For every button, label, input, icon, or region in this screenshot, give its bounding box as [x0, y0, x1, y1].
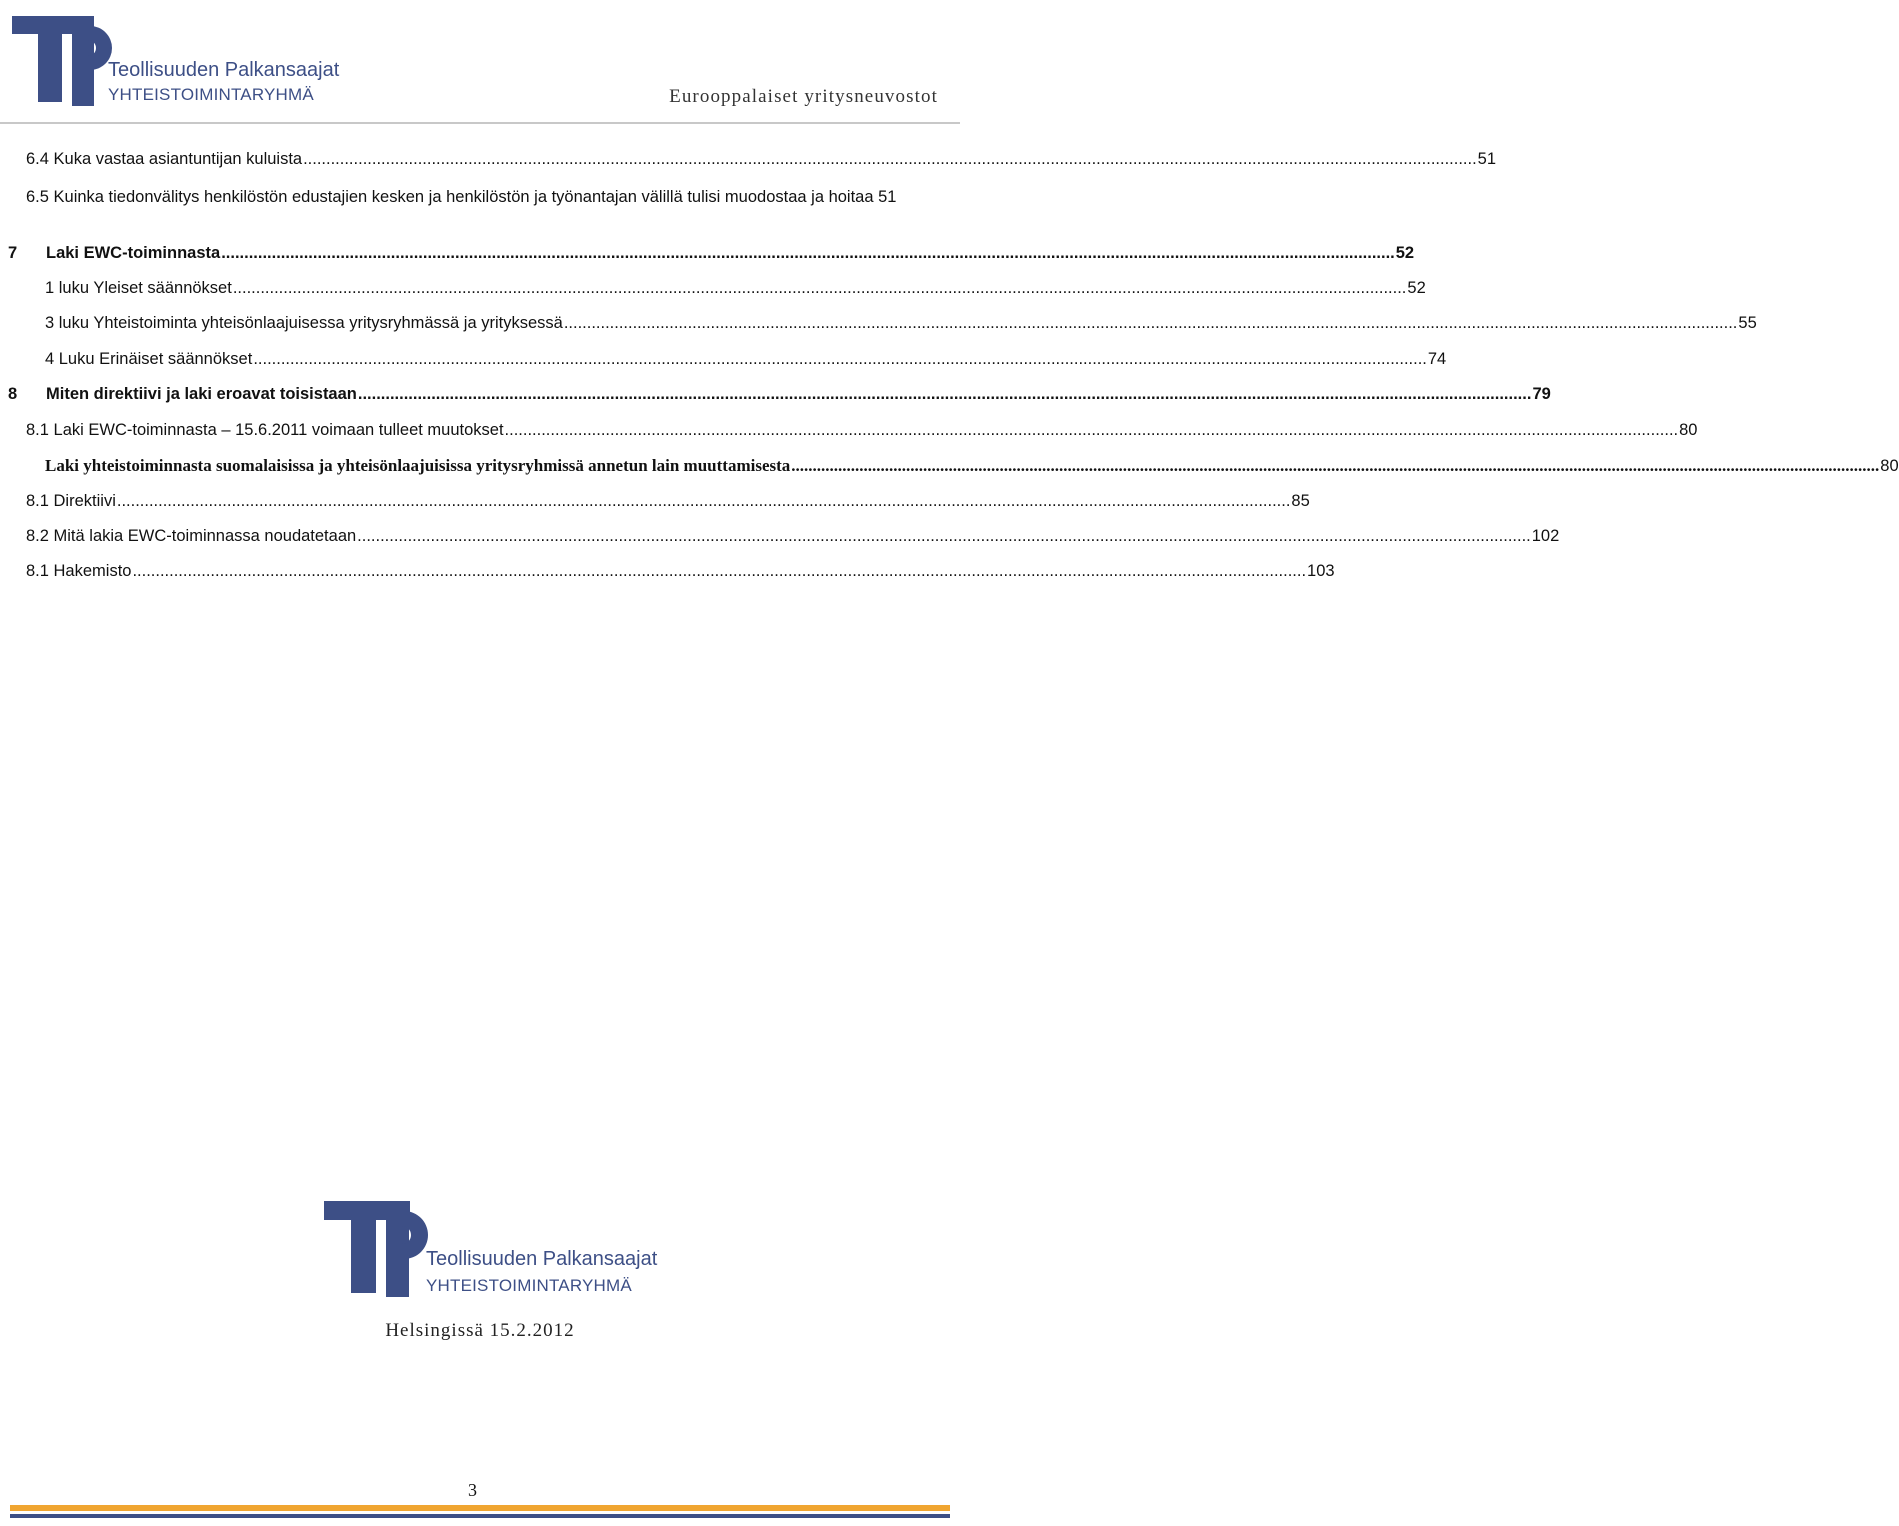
- toc-leader: [303, 150, 1477, 169]
- toc-entry[interactable]: [26, 421, 1698, 447]
- svg-text:Teollisuuden Palkansaajat: Teollisuuden Palkansaajat: [108, 59, 340, 81]
- toc-entry-number: 8: [8, 385, 18, 403]
- footer-orange-bar: [10, 1505, 950, 1511]
- toc-entry-page: 52: [1395, 244, 1415, 262]
- toc-entry-page: 102: [1531, 527, 1560, 545]
- header-title: Eurooppalaiset yritysneuvostot: [669, 86, 938, 107]
- toc-entry-page: 80: [1880, 457, 1899, 475]
- toc-entry-page: 55: [1738, 314, 1757, 332]
- toc-entry-title: 4 Luku Erinäiset säännökset: [45, 350, 253, 368]
- toc-entry-page: 51: [1477, 150, 1497, 168]
- toc-entry-number: 7: [8, 244, 18, 262]
- toc-leader: [358, 385, 1532, 404]
- svg-text:Teollisuuden Palkansaajat: Teollisuuden Palkansaajat: [426, 1248, 658, 1270]
- toc-entry-page: 103: [1307, 562, 1335, 580]
- toc-leader: [221, 244, 1395, 263]
- toc-entry-title: 1 luku Yleiset säännökset: [45, 279, 232, 297]
- toc-entry[interactable]: [45, 314, 1757, 340]
- toc-entry-title: 6.4 Kuka vastaa asiantuntijan kuluista: [26, 150, 303, 168]
- toc-entry-title: 8.2 Mitä lakia EWC-toiminnassa noudatetaan: [26, 527, 357, 545]
- toc-leader: [791, 456, 1879, 476]
- toc-leader: [132, 562, 1306, 581]
- toc-entry-title: Laki yhteistoiminnasta suomalaisissa ja yhteisönlaajuisissa yritysryhmissä annetun lain muuttamisesta: [45, 456, 791, 475]
- toc-entry[interactable]: [8, 385, 1551, 411]
- toc-entry-page: 52: [1407, 279, 1426, 297]
- toc-entry-title: Miten direktiivi ja laki eroavat toisistaan: [46, 385, 357, 403]
- toc-entry[interactable]: [8, 244, 1415, 270]
- toc-entry[interactable]: [45, 350, 1447, 376]
- toc-entry-title: 6.5 Kuinka tiedonvälitys henkilöstön edustajien kesken ja henkilöstön ja työnantajan välillä tulisi muodostaa ja hoitaa 51: [26, 188, 897, 206]
- toc-entry-page: 85: [1291, 492, 1310, 510]
- toc-entry-title: Laki EWC-toiminnasta: [46, 244, 221, 262]
- toc-leader: [233, 279, 1407, 298]
- toc-entry-title: 8.1 Laki EWC-toiminnasta – 15.6.2011 voimaan tulleet muutokset: [26, 421, 504, 439]
- svg-text:YHTEISTOIMINTARYHMÄ: YHTEISTOIMINTARYHMÄ: [426, 1276, 632, 1295]
- toc-entry[interactable]: [26, 527, 1560, 553]
- svg-text:YHTEISTOIMINTARYHMÄ: YHTEISTOIMINTARYHMÄ: [108, 85, 314, 104]
- place-and-date: Helsingissä 15.2.2012: [385, 1320, 575, 1341]
- toc-leader: [357, 527, 1531, 546]
- toc-entry-title: 8.1 Hakemisto: [26, 562, 132, 580]
- toc-entry-page: 79: [1532, 385, 1551, 403]
- tp-logo-header: [8, 12, 340, 112]
- toc-entry[interactable]: [45, 279, 1426, 305]
- toc-entry[interactable]: [45, 456, 1899, 482]
- header-divider: [0, 122, 960, 124]
- toc-entry-page: 80: [1679, 421, 1698, 439]
- toc-entry[interactable]: [26, 562, 1335, 588]
- toc-entry[interactable]: [26, 492, 1310, 518]
- toc-entry[interactable]: [26, 186, 920, 209]
- toc-leader: [505, 421, 1679, 440]
- toc-entry-title: 3 luku Yhteistoiminta yhteisönlaajuisessa yritysryhmässä ja yrityksessä: [45, 314, 563, 332]
- toc-leader: [564, 314, 1738, 333]
- toc-entry[interactable]: [26, 150, 1497, 176]
- toc-leader: [117, 492, 1291, 511]
- page-number: 3: [468, 1480, 477, 1500]
- tp-logo-footer: [318, 1195, 658, 1303]
- footer-blue-bar: [10, 1514, 950, 1518]
- toc-entry-title: 8.1 Direktiivi: [26, 492, 116, 510]
- toc-leader: [253, 350, 1427, 369]
- toc-entry-page: 74: [1427, 350, 1447, 368]
